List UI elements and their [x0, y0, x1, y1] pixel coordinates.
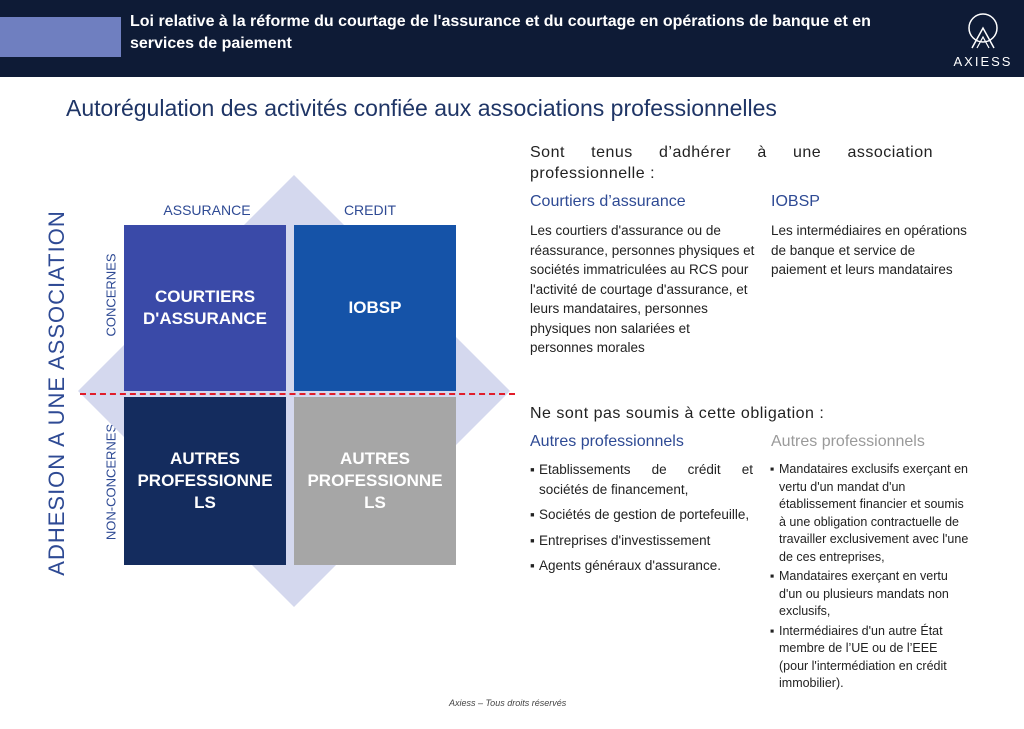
list-item: ▪ Mandataires exerçant en vertu d'un ou plusieurs mandats non exclusifs,	[770, 568, 970, 621]
axiess-logo-icon	[948, 8, 1018, 54]
row-label-non-concernes: NON-CONCERNES	[103, 423, 119, 541]
courtiers-title: Courtiers d’assurance	[530, 193, 686, 210]
header-accent	[0, 17, 121, 57]
axiess-logo	[948, 8, 1018, 72]
dashed-separator	[80, 393, 515, 395]
list-item: ▪ Intermédiaires d'un autre État membre de l’UE ou de l’EEE (pour l'intermédiation en crédit immobilier).	[770, 623, 970, 693]
list-item: ▪ Sociétés de gestion de portefeuille,	[530, 505, 753, 525]
header-bar	[0, 0, 1024, 77]
autres-list-2	[770, 461, 970, 695]
heading-concernes: Sont tenus d’adhérer à une association professionnelle :	[530, 144, 933, 182]
col-label-assurance: ASSURANCE	[163, 202, 251, 218]
box-courtiers-assurance: COURTIERS D'ASSURANCE	[124, 225, 286, 391]
adhesion-vertical-label: ADHESION A UNE ASSOCIATION	[44, 210, 69, 576]
page-title: Autorégulation des activités confiée aux associations professionnelles	[66, 95, 777, 121]
box-autres-professionnels-dark: AUTRES PROFESSIONNE LS	[124, 397, 286, 565]
autres-title-1: Autres professionnels	[530, 433, 684, 450]
iobsp-text: Les intermédiaires en opérations de banque et service de paiement et leurs mandataires	[771, 223, 967, 277]
list-item: ▪ Etablissements de crédit et sociétés de financement,	[530, 460, 753, 499]
col-label-credit: CREDIT	[343, 202, 397, 218]
list-item: ▪ Agents généraux d'assurance.	[530, 556, 753, 576]
courtiers-text: Les courtiers d'assurance ou de réassurance, personnes physiques et sociétés immatriculées au RCS pour l'activité de courtage d'assurance, et leurs mandataires, personnes physiques non salariées et personnes morales	[530, 223, 755, 355]
logo-text: AXIESS	[953, 54, 1013, 69]
list-item: ▪ Entreprises d'investissement	[530, 531, 753, 551]
box-autres-professionnels-grey: AUTRES PROFESSIONNE LS	[294, 397, 456, 565]
row-label-concernes: CONCERNES	[103, 253, 119, 337]
footer-copyright: Axiess – Tous droits réservés	[449, 698, 567, 708]
autres-title-2: Autres professionnels	[771, 433, 925, 450]
heading-non-soumis: Ne sont pas soumis à cette obligation :	[530, 405, 825, 422]
box-iobsp: IOBSP	[294, 225, 456, 391]
list-item: ▪ Mandataires exclusifs exerçant en vertu d'un mandat d'un établissement financier et soumis à une obligation contractuelle de travailler exclusivement avec l'une de ces entreprises,	[770, 461, 970, 566]
autres-list-1	[530, 460, 753, 582]
iobsp-title: IOBSP	[771, 193, 820, 210]
header-title: Loi relative à la réforme du courtage de l'assurance et du courtage en opérations de banque et en services de paiement	[130, 13, 871, 52]
